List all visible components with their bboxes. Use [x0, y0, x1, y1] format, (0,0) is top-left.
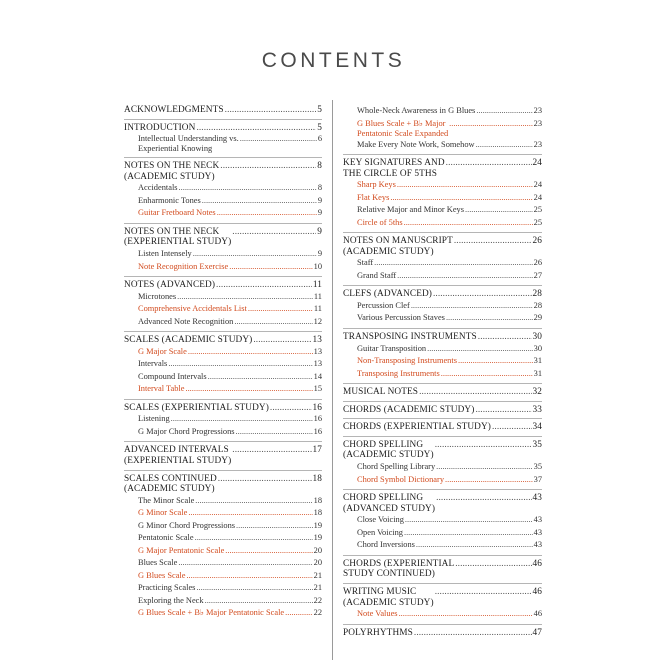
- page-number: 26: [533, 258, 542, 268]
- toc-section-notes-advanced[interactable]: [124, 280, 322, 291]
- dot-leader: [195, 532, 313, 545]
- toc-entry-whole-neck-awareness-in-g-blues[interactable]: [343, 105, 542, 118]
- entry-title: Guitar Fretboard Notes: [138, 208, 216, 218]
- section-divider: [343, 328, 542, 329]
- page-number: 28: [533, 300, 542, 310]
- entry-title: MUSICAL NOTES: [343, 387, 419, 398]
- dot-leader: [229, 261, 312, 274]
- page-number: 16: [313, 426, 322, 436]
- entry-title: Accidentals: [138, 183, 178, 193]
- toc-entry-enharmonic-tones[interactable]: [124, 195, 322, 208]
- page-title: CONTENTS: [261, 49, 406, 72]
- dot-leader: [248, 303, 313, 316]
- entry-title: ADVANCED INTERVALS (EXPERIENTIAL STUDY): [124, 445, 232, 466]
- dot-leader: [414, 628, 532, 639]
- entry-title: Staff: [357, 258, 374, 268]
- entry-title: SCALES CONTINUED (ACADEMIC STUDY): [124, 473, 217, 495]
- page-number: 28: [532, 289, 542, 300]
- entry-title: Blues Scale: [138, 558, 178, 568]
- entry-title: Sharp Keys: [357, 180, 396, 190]
- page-number: 11: [312, 280, 322, 291]
- toc-entry-grand-staff[interactable]: [343, 270, 542, 283]
- entry-title: Listen Intensely: [138, 249, 192, 259]
- toc-section-advanced-intervals-experiential-study[interactable]: [124, 445, 322, 466]
- toc-entry-guitar-fretboard-notes[interactable]: [124, 207, 322, 220]
- dot-leader: [446, 312, 533, 325]
- entry-title: Non-Transposing Instruments: [357, 356, 457, 366]
- entry-title: G Minor Chord Progressions: [138, 520, 236, 530]
- dot-leader: [411, 300, 533, 313]
- page-number: 31: [533, 368, 542, 378]
- entry-title: Enharmonic Tones: [138, 195, 201, 205]
- page-number: 46: [532, 586, 542, 597]
- toc-section-introduction[interactable]: [124, 123, 322, 134]
- section-divider: [343, 555, 542, 556]
- toc-entry-g-minor-scale[interactable]: [124, 507, 322, 520]
- page-number: 27: [533, 270, 542, 280]
- dot-leader: [202, 195, 317, 208]
- entry-title: G Major Pentatonic Scale: [138, 545, 225, 555]
- page-number: 16: [313, 414, 322, 424]
- dot-leader: [195, 495, 312, 508]
- toc-entry-chord-symbol-dictionary[interactable]: [343, 474, 542, 487]
- toc-entry-advanced-note-recognition[interactable]: [124, 316, 322, 329]
- page-number: 13: [312, 335, 322, 346]
- toc-entry-g-blues-scale[interactable]: [124, 570, 322, 583]
- section-divider: [343, 436, 542, 437]
- page-number: 9: [317, 249, 322, 259]
- dot-leader: [404, 217, 533, 230]
- dot-leader: [177, 291, 313, 304]
- toc-entry-practicing-scales[interactable]: [124, 582, 322, 595]
- page-number: 18: [313, 508, 322, 518]
- page-number: 9: [317, 195, 322, 205]
- page-number: 21: [313, 583, 322, 593]
- entry-title: Chord Spelling Library: [357, 462, 436, 472]
- dot-leader: [435, 440, 532, 451]
- toc-entry-listen-intensely[interactable]: [124, 248, 322, 261]
- page-number: 23: [533, 118, 542, 128]
- page-number: 17: [312, 445, 322, 456]
- dot-leader: [196, 123, 316, 134]
- entry-title: G Major Chord Progressions: [138, 426, 235, 436]
- dot-leader: [220, 161, 316, 172]
- dot-leader: [208, 371, 313, 384]
- entry-title: TRANSPOSING INSTRUMENTS: [343, 331, 477, 342]
- toc-entry-accidentals[interactable]: [124, 182, 322, 195]
- toc-entry-compound-intervals[interactable]: [124, 371, 322, 384]
- dot-leader: [419, 387, 531, 398]
- section-divider: [343, 583, 542, 584]
- section-divider: [124, 223, 322, 224]
- page-number: 34: [532, 422, 542, 433]
- toc-section-notes-on-the-neck-academic-study[interactable]: [124, 161, 322, 182]
- dot-leader: [236, 520, 313, 533]
- section-divider: [343, 383, 542, 384]
- page-number: 43: [533, 527, 542, 537]
- page-number: 8: [317, 183, 322, 193]
- toc-section-polyrhythms[interactable]: [343, 628, 542, 639]
- dot-leader: [188, 507, 312, 520]
- page-number: 21: [313, 570, 322, 580]
- entry-title: Transposing Instruments: [357, 368, 440, 378]
- page-number: 26: [532, 236, 542, 247]
- toc-left-column: [124, 105, 322, 620]
- toc-section-musical-notes[interactable]: [343, 387, 542, 398]
- dot-leader: [427, 343, 533, 356]
- dot-leader: [436, 461, 532, 474]
- toc-entry-listening[interactable]: [124, 413, 322, 426]
- page-number: 16: [312, 402, 322, 413]
- toc-entry-staff[interactable]: [343, 257, 542, 270]
- entry-title: Advanced Note Recognition: [138, 316, 234, 326]
- page-number: 47: [532, 627, 542, 638]
- entry-title: Practicing Scales: [138, 583, 196, 593]
- dot-leader: [168, 358, 312, 371]
- page-number: 20: [313, 545, 322, 555]
- page-number: 24: [533, 192, 542, 202]
- page-number: 22: [313, 595, 322, 605]
- toc-entry-non-transposing-instruments[interactable]: [343, 355, 542, 368]
- entry-title: Intellectual Understanding vs. Experiential Knowing: [138, 134, 239, 154]
- page-number: 31: [533, 356, 542, 366]
- page-number: 43: [533, 515, 542, 525]
- page-number: 25: [533, 217, 542, 227]
- page-number: 19: [313, 520, 322, 530]
- column-divider: [332, 100, 333, 660]
- toc-section-chords-experiential-study-continued[interactable]: [343, 559, 542, 580]
- page-number: 9: [317, 208, 322, 218]
- section-divider: [343, 418, 542, 419]
- page-number: 23: [533, 139, 542, 149]
- entry-title: CHORD SPELLING (ACADEMIC STUDY): [343, 439, 434, 461]
- entry-title: Grand Staff: [357, 270, 397, 280]
- section-divider: [343, 624, 542, 625]
- dot-leader: [475, 405, 531, 416]
- entry-title: Open Voicing: [357, 527, 403, 537]
- entry-title: CHORDS (EXPERIENTIAL STUDY CONTINUED): [343, 558, 455, 580]
- entry-title: Intervals: [138, 359, 168, 369]
- dot-leader: [285, 607, 312, 620]
- section-divider: [124, 119, 322, 120]
- dot-leader: [405, 514, 533, 527]
- dot-leader: [454, 236, 532, 247]
- dot-leader: [476, 139, 533, 152]
- page-number: 18: [312, 473, 322, 484]
- entry-title: CHORDS (EXPERIENTIAL STUDY): [343, 422, 491, 433]
- entry-title: Make Every Note Work, Somehow: [357, 139, 475, 149]
- page-number: 8: [317, 161, 322, 172]
- section-divider: [343, 154, 542, 155]
- toc-entry-guitar-transposition[interactable]: [343, 343, 542, 356]
- dot-leader: [492, 422, 532, 433]
- toc-entry-chord-spelling-library[interactable]: [343, 461, 542, 474]
- page-number: 29: [533, 313, 542, 323]
- page-number: 24: [533, 180, 542, 190]
- entry-title: Guitar Transposition: [357, 343, 427, 353]
- toc-entry-relative-major-and-minor-keys[interactable]: [343, 204, 542, 217]
- toc-entry-blues-scale[interactable]: [124, 557, 322, 570]
- dot-leader: [455, 559, 531, 570]
- entry-title: Interval Table: [138, 384, 185, 394]
- toc-entry-note-recognition-exercise[interactable]: [124, 261, 322, 274]
- toc-section-chords-academic-study[interactable]: [343, 405, 542, 416]
- page-number: 14: [313, 371, 322, 381]
- dot-leader: [225, 105, 317, 116]
- entry-title: NOTES ON THE NECK (EXPERIENTIAL STUDY): [124, 226, 232, 248]
- section-divider: [343, 232, 542, 233]
- page-number: 11: [313, 304, 322, 314]
- entry-title: NOTES ON MANUSCRIPT (ACADEMIC STUDY): [343, 236, 453, 257]
- entry-title: CHORD SPELLING (ADVANCED STUDY): [343, 493, 436, 514]
- entry-title: G Major Scale: [138, 346, 187, 356]
- dot-leader: [217, 207, 317, 220]
- dot-leader: [399, 608, 533, 621]
- toc-section-acknowledgments[interactable]: [124, 105, 322, 116]
- entry-title: Pentatonic Scale: [138, 533, 194, 543]
- entry-title: SCALES (ACADEMIC STUDY): [124, 335, 253, 346]
- entry-title: ACKNOWLEDGMENTS: [124, 105, 224, 115]
- entry-title: INTRODUCTION: [124, 122, 196, 133]
- dot-leader: [416, 539, 533, 552]
- page-number: 30: [532, 331, 542, 342]
- dot-leader: [446, 158, 532, 169]
- section-divider: [124, 157, 322, 158]
- entry-title: Relative Major and Minor Keys: [357, 205, 464, 215]
- page-number: 19: [313, 533, 322, 543]
- page-number: 12: [313, 316, 322, 326]
- section-divider: [343, 489, 542, 490]
- toc-section-scales-experiential-study[interactable]: [124, 403, 322, 414]
- page-number: 46: [533, 609, 542, 619]
- dot-leader: [240, 133, 317, 146]
- page-number: 35: [532, 439, 542, 450]
- dot-leader: [234, 316, 312, 329]
- toc-entry-exploring-the-neck[interactable]: [124, 595, 322, 608]
- dot-leader: [478, 332, 532, 343]
- dot-leader: [216, 280, 312, 291]
- dot-leader: [171, 413, 313, 426]
- page-number: 35: [533, 462, 542, 472]
- toc-entry-open-voicing[interactable]: [343, 527, 542, 540]
- page-number: 20: [313, 558, 322, 568]
- dot-leader: [465, 204, 533, 217]
- toc-entry-g-blues-scale-b-major-pentatonic-scale[interactable]: [124, 607, 322, 620]
- page-number: 37: [533, 474, 542, 484]
- dot-leader: [445, 474, 533, 487]
- page-number: 46: [532, 558, 542, 569]
- dot-leader: [236, 426, 313, 439]
- dot-leader: [436, 493, 531, 504]
- toc-section-chords-experiential-study[interactable]: [343, 422, 542, 433]
- page-number: 32: [532, 387, 542, 398]
- dot-leader: [193, 248, 317, 261]
- section-divider: [343, 401, 542, 402]
- entry-title: Chord Inversions: [357, 540, 415, 550]
- dot-leader: [178, 557, 312, 570]
- entry-title: The Minor Scale: [138, 495, 195, 505]
- page-number: 10: [313, 261, 322, 271]
- toc-entry-intellectual-understanding-vs-experiential-knowing[interactable]: [124, 133, 322, 154]
- page-number: 18: [313, 495, 322, 505]
- toc-section-scales-academic-study[interactable]: [124, 335, 322, 346]
- dot-leader: [218, 474, 312, 485]
- section-divider: [343, 285, 542, 286]
- dot-leader: [196, 582, 312, 595]
- toc-entry-percussion-clef[interactable]: [343, 300, 542, 313]
- entry-title: Chord Symbol Dictionary: [357, 474, 445, 484]
- entry-title: KEY SIGNATURES AND THE CIRCLE OF 5THS: [343, 158, 445, 179]
- entry-title: Exploring the Neck: [138, 595, 204, 605]
- page-number: 43: [532, 493, 542, 504]
- section-divider: [124, 399, 322, 400]
- page-number: 15: [313, 384, 322, 394]
- entry-title: G Minor Scale: [138, 508, 188, 518]
- page-number: 25: [533, 205, 542, 215]
- dot-leader: [270, 403, 312, 414]
- toc-entry-various-percussion-staves[interactable]: [343, 312, 542, 325]
- dot-leader: [179, 182, 317, 195]
- page-number: 33: [532, 404, 542, 415]
- entry-title: Percussion Clef: [357, 300, 410, 310]
- toc-entry-flat-keys[interactable]: [343, 192, 542, 205]
- entry-title: Listening: [138, 414, 170, 424]
- entry-title: POLYRHYTHMS: [343, 627, 413, 638]
- dot-leader: [232, 445, 311, 456]
- toc-entry-transposing-instruments[interactable]: [343, 368, 542, 381]
- dot-leader: [205, 595, 313, 608]
- entry-title: Close Voicing: [357, 515, 404, 525]
- entry-title: Circle of 5ths: [357, 217, 403, 227]
- entry-title: Comprehensive Accidentals List: [138, 304, 247, 314]
- entry-title: WRITING MUSIC (ACADEMIC STUDY): [343, 586, 434, 608]
- section-divider: [124, 441, 322, 442]
- toc-section-notes-on-manuscript-academic-study[interactable]: [343, 236, 542, 257]
- entry-title: Note Recognition Exercise: [138, 261, 229, 271]
- dot-leader: [449, 118, 532, 131]
- page-number: 30: [533, 343, 542, 353]
- toc-entry-g-blues-scale-b-major-pentatonic-scale-expanded[interactable]: [343, 118, 542, 139]
- toc-entry-g-minor-chord-progressions[interactable]: [124, 520, 322, 533]
- toc-entry-interval-table[interactable]: [124, 383, 322, 396]
- dot-leader: [404, 527, 533, 540]
- toc-entry-g-major-pentatonic-scale[interactable]: [124, 545, 322, 558]
- entry-title: Note Values: [357, 609, 398, 619]
- dot-leader: [253, 335, 311, 346]
- toc-entry-microtones[interactable]: [124, 291, 322, 304]
- toc-section-chord-spelling-academic-study[interactable]: [343, 440, 542, 461]
- entry-title: G Blues Scale + B♭ Major Pentatonic Scale Expanded: [357, 118, 449, 138]
- entry-title: Microtones: [138, 291, 177, 301]
- dot-leader: [188, 346, 313, 359]
- toc-entry-sharp-keys[interactable]: [343, 179, 542, 192]
- entry-title: NOTES ON THE NECK (ACADEMIC STUDY): [124, 161, 220, 182]
- dot-leader: [397, 179, 533, 192]
- toc-entry-pentatonic-scale[interactable]: [124, 532, 322, 545]
- entry-title: G Blues Scale: [138, 570, 186, 580]
- entry-title: SCALES (EXPERIENTIAL STUDY): [124, 402, 269, 413]
- page-number: 13: [313, 346, 322, 356]
- toc-entry-comprehensive-accidentals-list[interactable]: [124, 303, 322, 316]
- dot-leader: [185, 383, 312, 396]
- section-divider: [124, 470, 322, 471]
- toc-section-transposing-instruments[interactable]: [343, 332, 542, 343]
- entry-title: Whole-Neck Awareness in G Blues: [357, 106, 476, 115]
- dot-leader: [397, 270, 532, 283]
- toc-section-scales-continued-academic-study[interactable]: [124, 474, 322, 495]
- dot-leader: [374, 257, 532, 270]
- dot-leader: [435, 587, 532, 598]
- entry-title: Flat Keys: [357, 192, 390, 202]
- toc-section-chord-spelling-advanced-study[interactable]: [343, 493, 542, 514]
- toc-entry-close-voicing[interactable]: [343, 514, 542, 527]
- page-number: 23: [533, 106, 542, 115]
- section-divider: [124, 276, 322, 277]
- page-number: 13: [313, 359, 322, 369]
- dot-leader: [433, 289, 532, 300]
- page-number: 9: [317, 226, 322, 237]
- section-divider: [124, 331, 322, 332]
- entry-title: CHORDS (ACADEMIC STUDY): [343, 404, 475, 415]
- entry-title: NOTES (ADVANCED): [124, 280, 216, 291]
- toc-section-notes-on-the-neck-experiential-study[interactable]: [124, 227, 322, 248]
- toc-entry-intervals[interactable]: [124, 358, 322, 371]
- page-number: 5: [317, 122, 322, 133]
- toc-entry-g-major-scale[interactable]: [124, 346, 322, 359]
- page-number: 22: [313, 608, 322, 618]
- toc-section-clefs-advanced[interactable]: [343, 289, 542, 300]
- toc-section-key-signatures-and-the-circle-of-5ths[interactable]: [343, 158, 542, 179]
- page-number: 43: [533, 540, 542, 550]
- dot-leader: [186, 570, 312, 583]
- entry-title: CLEFS (ADVANCED): [343, 289, 432, 300]
- toc-entry-g-major-chord-progressions[interactable]: [124, 426, 322, 439]
- entry-title: Various Percussion Staves: [357, 313, 445, 323]
- dot-leader: [476, 105, 532, 118]
- toc-section-writing-music-academic-study[interactable]: [343, 587, 542, 608]
- page-number: 5: [317, 105, 322, 115]
- dot-leader: [232, 227, 316, 238]
- page-number: 6: [317, 134, 322, 144]
- page-number: 11: [313, 291, 322, 301]
- toc-entry-circle-of-5ths[interactable]: [343, 217, 542, 230]
- toc-entry-make-every-note-work-somehow[interactable]: [343, 139, 542, 152]
- toc-entry-note-values[interactable]: [343, 608, 542, 621]
- toc-entry-the-minor-scale[interactable]: [124, 495, 322, 508]
- page-number: 24: [532, 158, 542, 168]
- dot-leader: [458, 355, 533, 368]
- entry-title: Compound Intervals: [138, 371, 207, 381]
- toc-right-column: [343, 105, 542, 638]
- toc-entry-chord-inversions[interactable]: [343, 539, 542, 552]
- dot-leader: [390, 192, 532, 205]
- entry-title: G Blues Scale + B♭ Major Pentatonic Scale: [138, 608, 285, 618]
- dot-leader: [225, 545, 312, 558]
- dot-leader: [441, 368, 533, 381]
